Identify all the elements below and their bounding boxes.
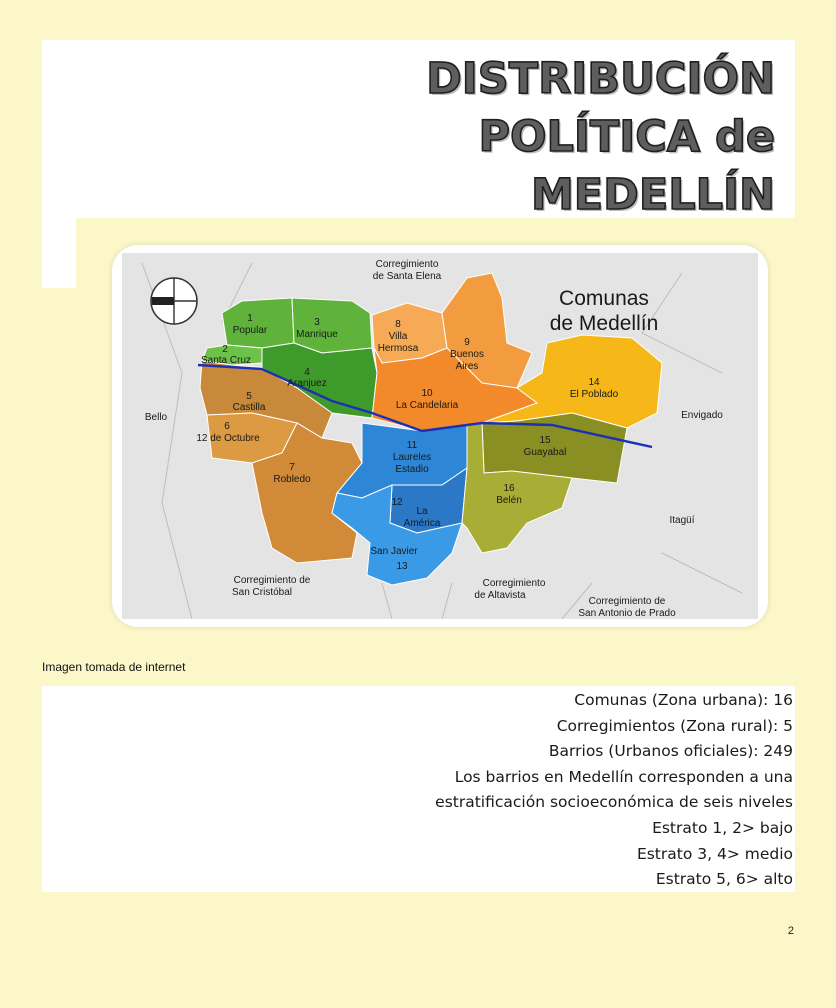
label-san-cristobal-1: Corregimiento de [233, 575, 311, 586]
label-16-num: 16 [503, 483, 515, 494]
label-san-antonio-2: San Antonio de Prado [578, 608, 676, 619]
label-8-name-2: Hermosa [377, 343, 419, 354]
label-15-num: 15 [539, 435, 551, 446]
title-line-3: MEDELLÍN [530, 170, 775, 220]
fact-barrios: Barrios (Urbanos oficiales): 249 [548, 742, 793, 761]
label-12-name-1: La [416, 506, 428, 517]
label-11-name-2: Estadio [395, 464, 429, 475]
label-santa-elena-1: Corregimiento [375, 259, 439, 270]
title-line-1: DISTRIBUCIÓN [426, 54, 775, 104]
label-9-num: 9 [464, 337, 470, 348]
label-9-name-1: Buenos [450, 349, 484, 360]
label-7-num: 7 [289, 462, 295, 473]
label-3-name: Manrique [296, 329, 338, 340]
fact-barrios-desc-1: Los barrios en Medellín corresponden a una [454, 767, 793, 786]
label-13-num: 13 [396, 561, 408, 572]
facts-box [42, 686, 795, 892]
title-box [42, 40, 795, 218]
label-15-name: Guayabal [523, 447, 567, 458]
label-1-num: 1 [247, 313, 253, 324]
label-bello: Bello [144, 412, 168, 423]
title-line-2: POLÍTICA de [478, 112, 775, 162]
fact-comunas: Comunas (Zona urbana): 16 [574, 691, 793, 709]
fact-barrios-desc-2: estratificación socioeconómica de seis niveles [435, 793, 793, 812]
label-2-name: Santa Cruz [200, 355, 252, 366]
title-box-tab [42, 218, 76, 288]
label-3-num: 3 [314, 317, 320, 328]
label-10-num: 10 [421, 388, 433, 399]
label-altavista-1: Corregimiento [482, 578, 546, 589]
label-san-cristobal-2: San Cristóbal [231, 587, 293, 598]
label-itagui: Itagüí [669, 515, 695, 526]
compass-icon [151, 278, 197, 324]
fact-corregimientos: Corregimientos (Zona rural): 5 [556, 716, 793, 735]
label-2-num: 2 [222, 344, 228, 355]
image-caption: Imagen tomada de internet [42, 660, 186, 674]
label-6-name: 12 de Octubre [196, 433, 260, 444]
label-11-name-1: Laureles [392, 452, 432, 463]
label-10-name: La Candelaria [395, 400, 459, 411]
label-8-num: 8 [395, 319, 401, 330]
label-altavista-2: de Altavista [474, 590, 526, 601]
map-image [112, 245, 768, 627]
fact-estrato-bajo: Estrato 1, 2> bajo [652, 818, 793, 837]
medellin-map [122, 253, 758, 619]
label-12-name-2: América [403, 518, 441, 529]
label-7-name: Robledo [273, 474, 311, 485]
label-4-name: Aranjuez [287, 378, 327, 389]
map-title-line-1: Comunas [559, 287, 649, 310]
map-title-line-2: de Medellín [549, 312, 659, 335]
label-8-name-1: Villa [388, 331, 408, 342]
label-14-num: 14 [588, 377, 600, 388]
facts-list [42, 686, 795, 893]
fact-estrato-alto: Estrato 5, 6> alto [655, 870, 793, 889]
label-13-name: San Javier [370, 546, 418, 557]
label-san-antonio-1: Corregimiento de [588, 596, 666, 607]
page-number: 2 [787, 925, 794, 937]
label-santa-elena-2: de Santa Elena [372, 271, 442, 282]
label-11-num: 11 [406, 440, 418, 451]
label-6-num: 6 [224, 421, 230, 432]
comuna-3 [292, 298, 372, 353]
page-title [175, 50, 775, 224]
label-14-name: El Poblado [569, 389, 619, 400]
label-5-name: Castilla [232, 402, 266, 413]
label-envigado: Envigado [681, 410, 723, 421]
label-9-name-2: Aires [455, 361, 479, 372]
label-1-name: Popular [232, 325, 268, 336]
label-12-num: 12 [391, 497, 403, 508]
label-16-name: Belén [496, 495, 522, 506]
fact-estrato-medio: Estrato 3, 4> medio [636, 844, 793, 863]
label-5-num: 5 [246, 391, 252, 402]
label-4-num: 4 [304, 367, 310, 378]
